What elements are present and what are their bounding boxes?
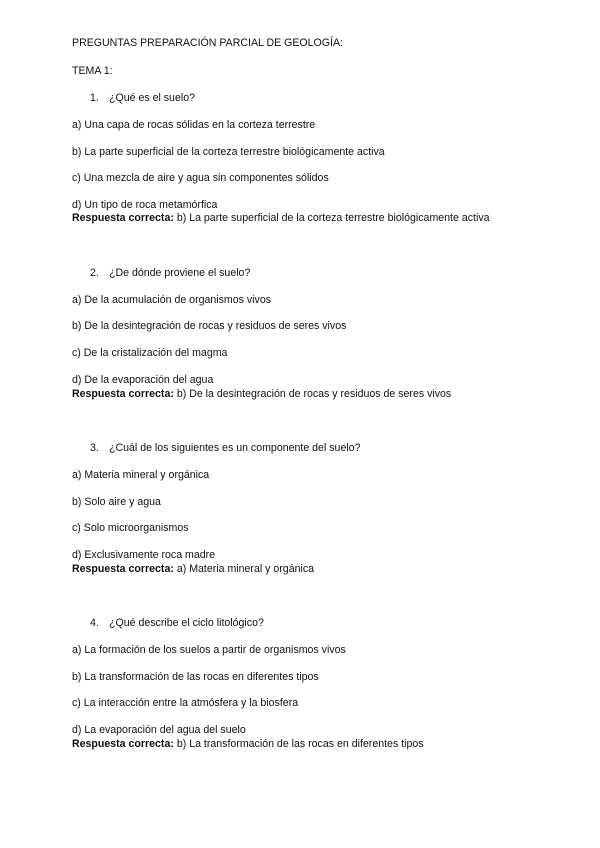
option-b: b) La transformación de las rocas en diferentes tipos bbox=[72, 671, 319, 683]
topic-heading: TEMA 1: bbox=[72, 65, 113, 77]
answer-text: a) Materia mineral y orgánica bbox=[176, 563, 315, 575]
question-text: ¿Qué describe el ciclo litológico? bbox=[109, 617, 264, 629]
question-number: 2. bbox=[90, 267, 99, 279]
correct-answer bbox=[72, 212, 490, 225]
option-d: d) Un tipo de roca metamórfica bbox=[72, 199, 218, 211]
option-a: a) Una capa de rocas sólidas en la corteza terrestre bbox=[72, 119, 316, 131]
option-b: b) La parte superficial de la corteza terrestre biológicamente activa bbox=[72, 146, 385, 158]
correct-answer bbox=[72, 738, 424, 751]
question-text: ¿De dónde proviene el suelo? bbox=[109, 267, 251, 279]
correct-answer bbox=[72, 563, 314, 576]
option-d: d) La evaporación del agua del suelo bbox=[72, 724, 246, 736]
option-c: c) De la cristalización del magma bbox=[72, 347, 228, 359]
document-title: PREGUNTAS PREPARACIÓN PARCIAL DE GEOLOGÍA: bbox=[72, 37, 343, 49]
option-c: c) La interacción entre la atmósfera y la biosfera bbox=[72, 697, 299, 709]
option-d: d) De la evaporación del agua bbox=[72, 374, 214, 386]
question-number: 3. bbox=[90, 442, 99, 454]
correct-answer bbox=[72, 388, 451, 401]
answer-text: b) La parte superficial de la corteza terrestre biológicamente activa bbox=[176, 212, 490, 224]
option-c: c) Una mezcla de aire y agua sin componentes sólidos bbox=[72, 172, 329, 184]
question-text: ¿Cuál de los siguientes es un componente del suelo? bbox=[109, 442, 361, 454]
option-a: a) De la acumulación de organismos vivos bbox=[72, 294, 272, 306]
option-d: d) Exclusivamente roca madre bbox=[72, 549, 216, 561]
answer-label: Respuesta correcta: bbox=[72, 212, 174, 224]
answer-text: b) De la desintegración de rocas y residuos de seres vivos bbox=[176, 388, 452, 400]
option-b: b) Solo aire y agua bbox=[72, 496, 161, 508]
answer-label: Respuesta correcta: bbox=[72, 563, 174, 575]
option-a: a) Materia mineral y orgánica bbox=[72, 469, 210, 481]
option-a: a) La formación de los suelos a partir de organismos vivos bbox=[72, 644, 346, 656]
answer-label: Respuesta correcta: bbox=[72, 738, 174, 750]
answer-text: b) La transformación de las rocas en diferentes tipos bbox=[176, 738, 424, 750]
question-number: 4. bbox=[90, 617, 99, 629]
question-number: 1. bbox=[90, 92, 99, 104]
question-text: ¿Qué es el suelo? bbox=[109, 92, 195, 104]
option-c: c) Solo microorganismos bbox=[72, 522, 189, 534]
answer-label: Respuesta correcta: bbox=[72, 388, 174, 400]
option-b: b) De la desintegración de rocas y residuos de seres vivos bbox=[72, 320, 347, 332]
